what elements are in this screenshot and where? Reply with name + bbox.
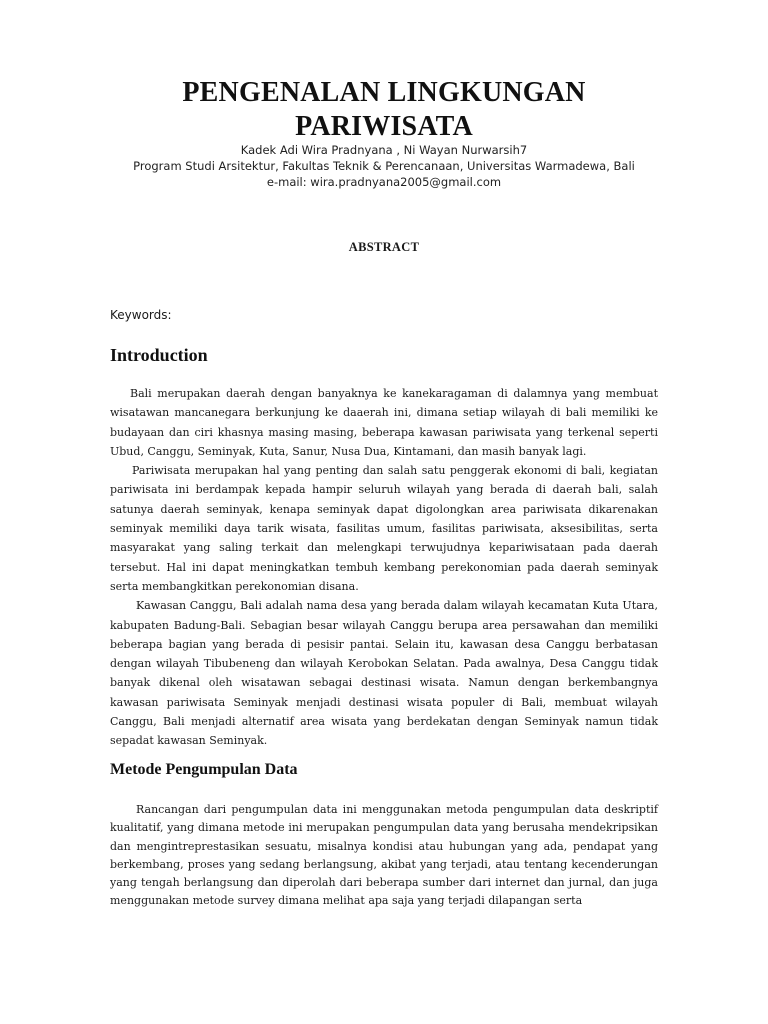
introduction-body <box>110 384 658 751</box>
affiliation-line: Program Studi Arsitektur, Fakultas Teknik & Perencanaan, Universitas Warmadewa, Bali <box>133 159 635 173</box>
intro-paragraph: Pariwisata merupakan hal yang penting dan salah satu penggerak ekonomi di bali, kegiatan pariwisata ini berdampak kepada hampir seluruh wilayah yang berada di daerah bali, salah satunya daerah seminyak, kenapa seminyak dapat digolongkan area pariwisata dikarenakan seminyak memiliki daya tarik wisata, fasilitas umum, fasilitas pariwisata, aksesibilitas, serta masyarakat yang saling terkait dan melengkapi terwujudnya kepariwisataan pada daerah tersebut. Hal ini dapat meningkatkan tembuh kembang perekonomian pada daerah seminyak serta membangkitkan perekonomian disana. <box>110 464 658 593</box>
author-line: Kadek Adi Wira Pradnyana , Ni Wayan Nurwarsih7 <box>240 143 528 157</box>
metode-body <box>110 801 658 911</box>
metode-heading: Metode Pengumpulan Data <box>110 761 298 778</box>
paper-title: PENGENALAN LINGKUNGAN PARIWISATA <box>182 77 586 142</box>
email-line: e-mail: wira.pradnyana2005@gmail.com <box>266 175 502 189</box>
intro-paragraph: Bali merupakan daerah dengan banyaknya ke kanekaragaman di dalamnya yang membuat wisatawan mancanegara berkunjung ke daaerah ini, dimana setiap wilayah di bali memiliki ke budayaan dan ciri khasnya masing masing, beberapa kawasan pariwisata yang terkenal seperti Ubud, Canggu, Seminyak, Kuta, Sanur, Nusa Dua, Kintamani, dan masih banyak lagi. <box>110 387 658 458</box>
metode-paragraph: Rancangan dari pengumpulan data ini menggunakan metoda pengumpulan data deskriptif kualitatif, yang dimana metode ini merupakan pengumpulan data yang berusaha mendekripsikan dan mengintreprestasikan sesuatu, misalnya kondisi atau hubungan yang ada, pendapat yang berkembang, proses yang sedang berlangsung, akibat yang terjadi, atau tentang kecenderungan yang tengah berlangsung dan diperolah dari beberapa sumber dari internet dan jurnal, dan juga menggunakan metode survey dimana melihat apa saja yang terjadi dilapangan serta <box>110 803 658 908</box>
abstract-heading: ABSTRACT <box>348 240 420 254</box>
keywords-label: Keywords: <box>110 308 172 322</box>
intro-paragraph: Kawasan Canggu, Bali adalah nama desa yang berada dalam wilayah kecamatan Kuta Utara, kabupaten Badung-Bali. Sebagian besar wilayah Canggu berupa area persawahan dan memiliki beberapa bagian yang berada di pesisir pantai. Selain itu, kawasan desa Canggu berbatasan dengan wilayah Tibubeneng dan wilayah Kerobokan Selatan. Pada awalnya, Desa Canggu tidak banyak dikenal oleh wisatawan sebagai destinasi wisata. Namun dengan berkembangnya kawasan pariwisata Seminyak menjadi destinasi wisata populer di Bali, membuat wilayah Canggu, Bali menjadi alternatif area wisata yang berdekatan dengan Seminyak namun tidak sepadat kawasan Seminyak. <box>110 599 658 748</box>
introduction-heading: Introduction <box>110 345 208 365</box>
